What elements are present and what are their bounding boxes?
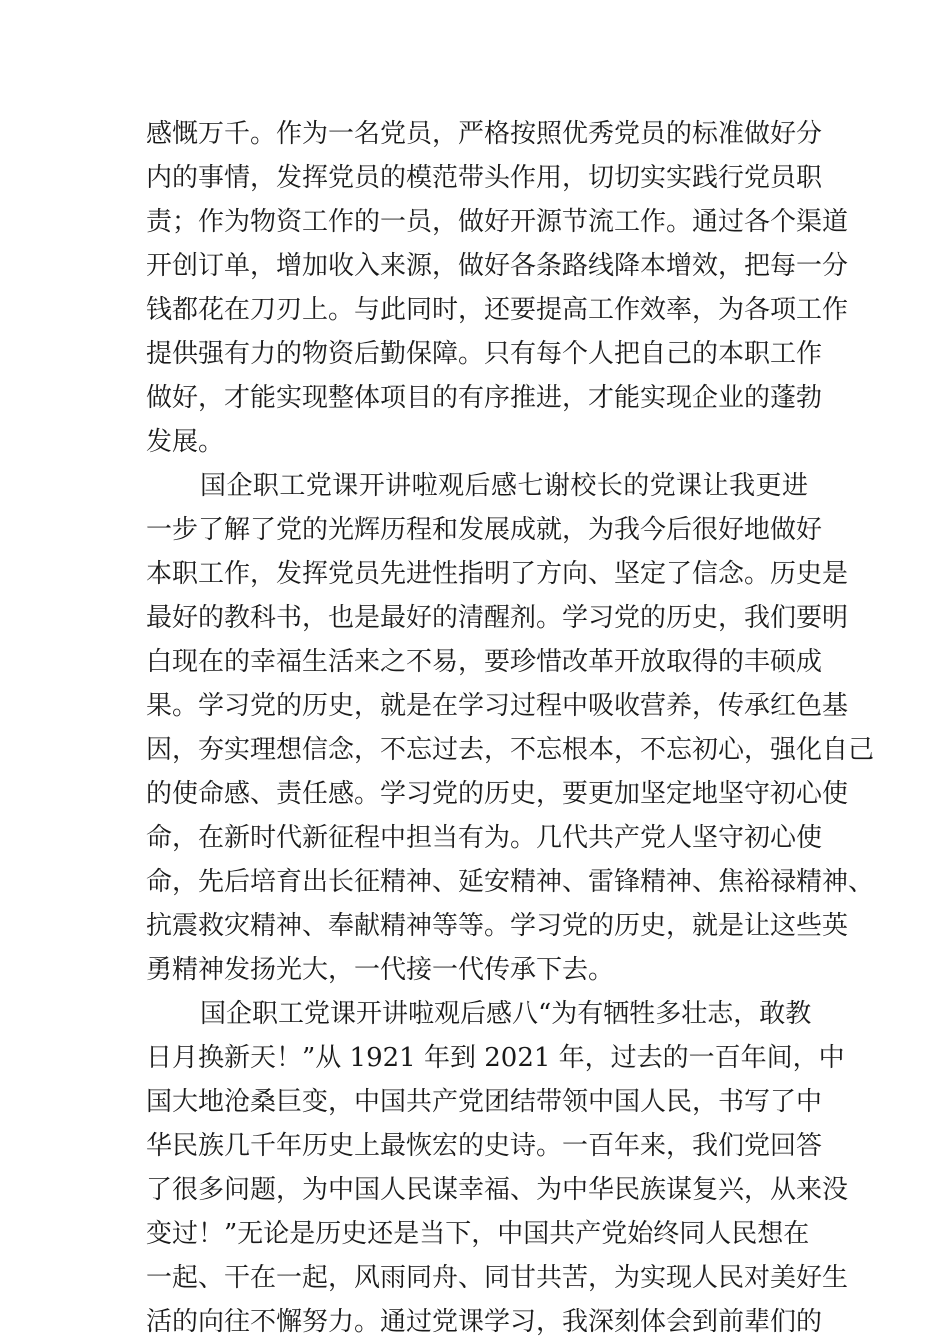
paragraph-line: 一步了解了党的光辉历程和发展成就，为我今后很好地做好 [146,515,823,545]
paragraph-line: 感慨万千。作为一名党员，严格按照优秀党员的标准做好分 [146,119,823,149]
paragraph [146,992,849,1344]
paragraph-line: 变过！”无论是历史还是当下，中国共产党始终同人民想在 [146,1219,810,1249]
document-body [146,112,875,1344]
paragraph-line: 国企职工党课开讲啦观后感七谢校长的党课让我更进 [200,471,808,501]
paragraph-line: 白现在的幸福生活来之不易，要珍惜改革开放取得的丰硕成 [146,647,823,677]
paragraph-line: 果。学习党的历史，就是在学习过程中吸收营养，传承红色基 [146,691,849,721]
paragraph-line: 命，在新时代新征程中担当有为。几代共产党人坚守初心使 [146,823,823,853]
paragraph-line: 发展。 [146,427,225,457]
paragraph-line: 国大地沧桑巨变，中国共产党团结带领中国人民，书写了中 [146,1087,823,1117]
paragraph-line: 的使命感、责任感。学习党的历史，要更加坚定地坚守初心使 [146,779,849,809]
paragraph-line: 活的向往不懈努力。通过党课学习，我深刻体会到前辈们的 [146,1307,823,1337]
paragraph-line: 内的事情，发挥党员的模范带头作用，切切实实践行党员职 [146,163,823,193]
paragraph-line: 本职工作，发挥党员先进性指明了方向、坚定了信念。历史是 [146,559,849,589]
paragraph [146,112,849,464]
paragraph-line: 国企职工党课开讲啦观后感八“为有牺牲多壮志，敢教 [200,999,812,1029]
paragraph [146,464,875,992]
paragraph-line: 因，夯实理想信念，不忘过去，不忘根本，不忘初心，强化自己 [146,735,875,765]
paragraph-line: 提供强有力的物资后勤保障。只有每个人把自己的本职工作 [146,339,823,369]
paragraph-line: 日月换新天！”从 1921 年到 2021 年，过去的一百年间，中 [146,1043,845,1073]
paragraph-line: 了很多问题，为中国人民谋幸福、为中华民族谋复兴，从来没 [146,1175,849,1205]
paragraph-line: 一起、干在一起，风雨同舟、同甘共苦，为实现人民对美好生 [146,1263,849,1293]
paragraph-line: 开创订单，增加收入来源，做好各条路线降本增效，把每一分 [146,251,849,281]
paragraph-line: 命，先后培育出长征精神、延安精神、雷锋精神、焦裕禄精神、 [146,867,875,897]
paragraph-line: 抗震救灾精神、奉献精神等等。学习党的历史，就是让这些英 [146,911,849,941]
paragraph-line: 钱都花在刀刃上。与此同时，还要提高工作效率，为各项工作 [146,295,849,325]
paragraph-line: 责；作为物资工作的一员，做好开源节流工作。通过各个渠道 [146,207,849,237]
paragraph-line: 最好的教科书，也是最好的清醒剂。学习党的历史，我们要明 [146,603,849,633]
paragraph-line: 做好，才能实现整体项目的有序推进，才能实现企业的蓬勃 [146,383,823,413]
paragraph-line: 勇精神发扬光大，一代接一代传承下去。 [146,955,615,985]
paragraph-line: 华民族几千年历史上最恢宏的史诗。一百年来，我们党回答 [146,1131,823,1161]
